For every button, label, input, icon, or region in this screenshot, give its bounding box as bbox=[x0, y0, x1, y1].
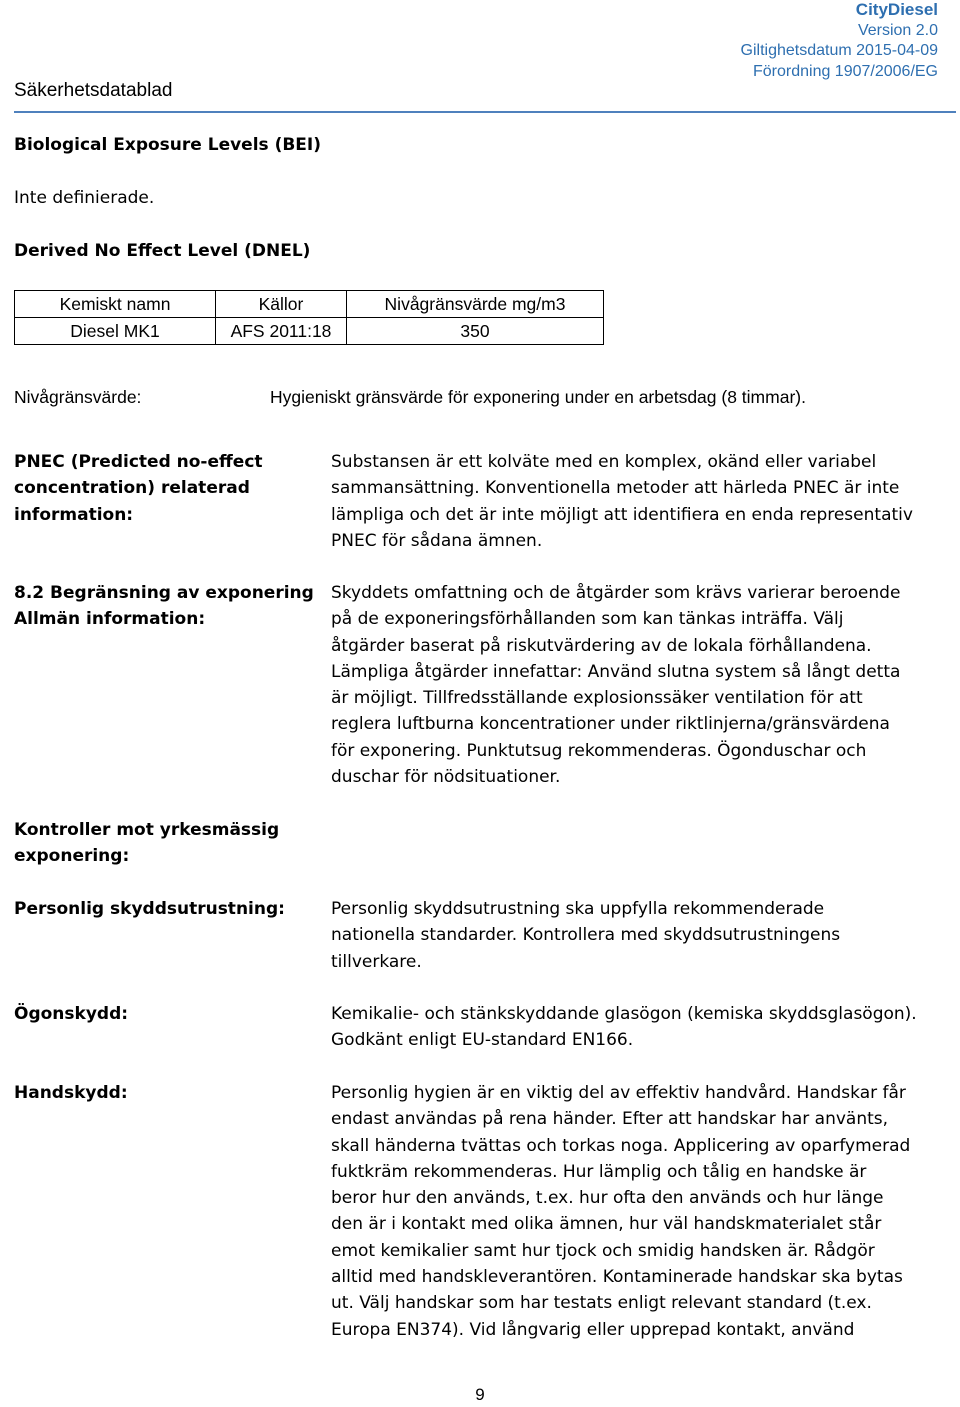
ppe-label: Personlig skyddsutrustning: bbox=[14, 899, 285, 919]
dnel-heading: Derived No Effect Level (DNEL) bbox=[14, 241, 311, 261]
table-cell: AFS 2011:18 bbox=[216, 318, 347, 345]
product-name: CityDiesel bbox=[855, 0, 938, 19]
section-8-2-label: 8.2 Begränsning av exponering Allmän information: bbox=[14, 583, 314, 630]
column-header: Kemiskt namn bbox=[15, 291, 216, 318]
dnel-note-text: Hygieniskt gränsvärde för exponering under en arbetsdag (8 timmar). bbox=[270, 387, 806, 407]
eye-protection-text: Kemikalie- och stänkskyddande glasögon (kemiska skyddsglasögon). Godkänt enligt EU-standard EN166. bbox=[331, 1004, 917, 1051]
eye-protection-label: Ögonskydd: bbox=[14, 1004, 129, 1024]
regulation: Förordning 1907/2006/EG bbox=[752, 62, 938, 80]
version: Version 2.0 bbox=[857, 21, 938, 39]
pnec-label: PNEC (Predicted no-effect concentration) relaterad information: bbox=[14, 452, 263, 525]
validity-date: Giltighetsdatum 2015-04-09 bbox=[740, 42, 938, 59]
document-meta bbox=[741, 0, 938, 82]
hand-protection-text: Personlig hygien är en viktig del av effektiv handvård. Handskar får endast användas på rena händer. Efter att handskar har använts, skall händerna tvättas och torkas noga. Applicering av oparfymerad fuktkräm rekommenderas. Hur lämplig och tålig en handske är beror hur den används, t.ex. hur ofta den används och hur länge den är i kontakt med olika ämnen, hur väl handskmaterialet står emot kemikalier samt hur tjock och smidig handsken är. Rådgör alltid med handskleverantören. Kontaminerade handskar ska bytas ut. Välj handskar som har testats enligt relevant standard (t.ex. Europa EN374). Vid långvarig eller upprepad kontakt, använd bbox=[331, 1083, 911, 1340]
dnel-table bbox=[14, 290, 604, 345]
header-divider bbox=[14, 111, 956, 113]
ppe-text: Personlig skyddsutrustning ska uppfylla rekommenderade nationella standarder. Kontrollera med skyddsutrustningens tillverkare. bbox=[331, 899, 841, 972]
document-title: Säkerhetsdatablad bbox=[14, 80, 173, 101]
column-header: Nivågränsvärde mg/m3 bbox=[347, 291, 604, 318]
occupational-label: Kontroller mot yrkesmässig exponering: bbox=[14, 820, 280, 867]
column-header: Källor bbox=[216, 291, 347, 318]
bei-heading: Biological Exposure Levels (BEI) bbox=[14, 135, 322, 155]
table-cell: Diesel MK1 bbox=[15, 318, 216, 345]
section-8-2-text: Skyddets omfattning och de åtgärder som krävs varierar beroende på de exponeringsförhållanden som kan tänkas inträffa. Välj åtgärder baserat på riskutvärdering av de lokala förhållandena. Lämpliga åtgärder innefattar: Använd slutna system så långt detta är möjligt. Tillfredsställande explosionssäker ventilation för att reglera luftburna koncentrationer under riktlinjerna/gränsvärdena för exponering. Punktutsug rekommenderas. Ögonduschar och duschar för nödsituationer. bbox=[331, 583, 901, 788]
hand-protection-label: Handskydd: bbox=[14, 1083, 128, 1103]
table-cell: 350 bbox=[347, 318, 604, 345]
dnel-note-label: Nivågränsvärde: bbox=[14, 387, 142, 407]
table-header-row bbox=[15, 291, 604, 318]
table-row bbox=[15, 318, 604, 345]
bei-value: Inte definierade. bbox=[14, 188, 155, 208]
pnec-text: Substansen är ett kolväte med en komplex, okänd eller variabel sammansättning. Konventionella metoder att härleda PNEC är inte lämpliga och det är inte möjligt att identifiera en enda representativ PNEC för sådana ämnen. bbox=[331, 452, 913, 551]
page-number: 9 bbox=[475, 1385, 485, 1404]
